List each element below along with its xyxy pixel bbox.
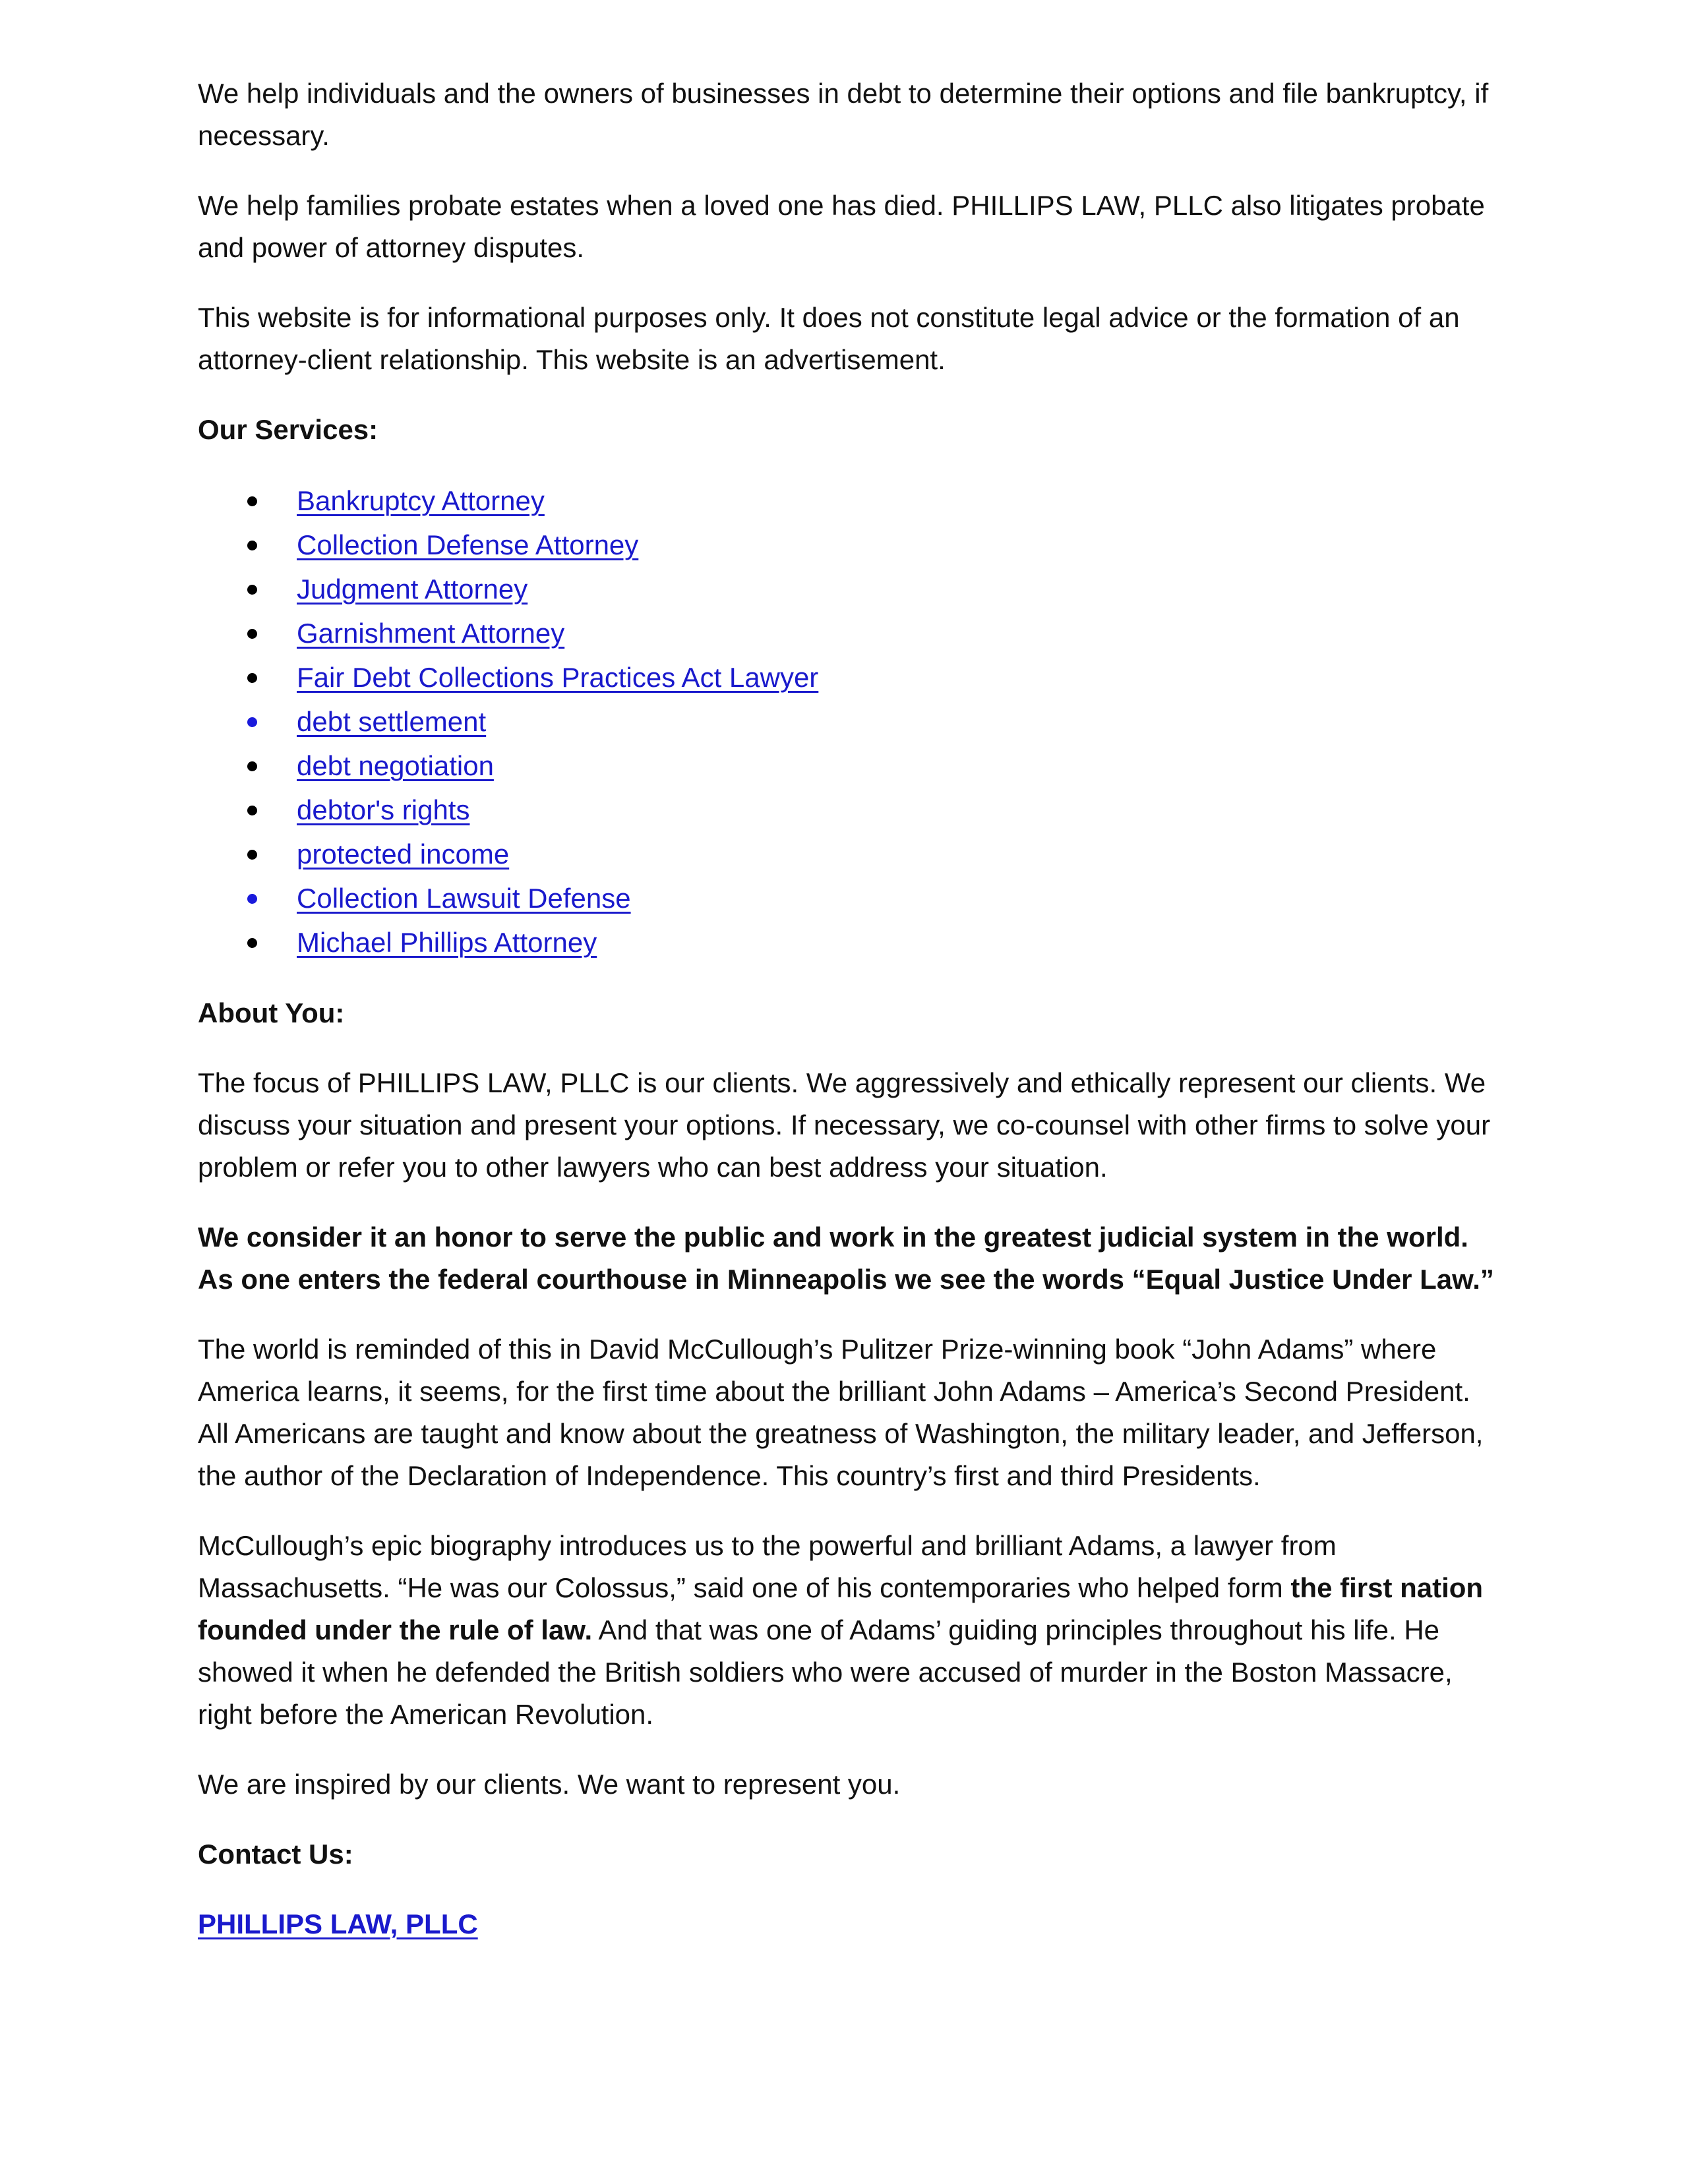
list-item xyxy=(198,832,1503,876)
bullet-icon xyxy=(247,496,257,506)
about-paragraph-john-adams: The world is reminded of this in David McCullough’s Pulitzer Prize-winning book “John Adams” where America learns, it seems, for the first time about the brilliant John Adams – America’s Second President. All Americans are taught and know about the greatness of Washington, the military leader, and Jefferson, the author of the Declaration of Independence. This country’s first and third Presidents. xyxy=(198,1334,1484,1491)
list-item xyxy=(198,920,1503,964)
list-item xyxy=(198,479,1503,523)
list-item xyxy=(198,567,1503,611)
list-item xyxy=(198,744,1503,788)
intro-paragraph-probate: We help families probate estates when a loved one has died. PHILLIPS LAW, PLLC also litigates probate and power of attorney disputes. xyxy=(198,190,1485,263)
about-paragraph-mccullough-part1: McCullough’s epic biography introduces us to the powerful and brilliant Adams, a lawyer from Massachusetts. “He was our Colossus,” said one of his contemporaries who helped form xyxy=(198,1530,1337,1603)
service-link-fdcpa-lawyer[interactable]: Fair Debt Collections Practices Act Lawyer xyxy=(297,662,819,693)
service-link-protected-income[interactable]: protected income xyxy=(297,839,510,870)
about-heading: About You: xyxy=(198,997,345,1028)
service-link-garnishment-attorney[interactable]: Garnishment Attorney xyxy=(297,618,565,649)
intro-paragraph-disclaimer: This website is for informational purposes only. It does not constitute legal advice or the formation of an attorney-client relationship. This website is an advertisement. xyxy=(198,302,1460,375)
bullet-icon xyxy=(247,761,257,771)
services-list xyxy=(198,479,1503,964)
list-item xyxy=(198,699,1503,744)
list-item xyxy=(198,523,1503,567)
document-page xyxy=(198,73,1503,1973)
bullet-icon xyxy=(247,541,257,550)
about-paragraph-mccullough-part2: And that was one of Adams’ guiding principles throughout his life. He showed it when he defended the British soldiers who were accused of murder in the Boston Massacre, right before the American Revolution. xyxy=(198,1614,1453,1730)
bullet-icon xyxy=(247,629,257,639)
about-paragraph-honor: We consider it an honor to serve the public and work in the greatest judicial system in the world. As one enters the federal courthouse in Minneapolis we see the words “Equal Justice Under Law.” xyxy=(198,1222,1494,1295)
intro-paragraph-bankruptcy: We help individuals and the owners of businesses in debt to determine their options and file bankruptcy, if necessary. xyxy=(198,78,1489,151)
service-link-judgment-attorney[interactable]: Judgment Attorney xyxy=(297,574,528,605)
bullet-icon xyxy=(247,673,257,683)
service-link-debt-settlement[interactable]: debt settlement xyxy=(297,706,487,737)
contact-heading: Contact Us: xyxy=(198,1839,353,1870)
list-item xyxy=(198,655,1503,699)
list-item xyxy=(198,876,1503,920)
service-link-michael-phillips-attorney[interactable]: Michael Phillips Attorney xyxy=(297,927,597,958)
about-paragraph-mccullough xyxy=(198,1525,1503,1736)
contact-line xyxy=(198,1903,1503,1945)
about-paragraph-focus: The focus of PHILLIPS LAW, PLLC is our clients. We aggressively and ethically represent our clients. We discuss your situation and present your options. If necessary, we co-counsel with other firms to solve your problem or refer you to other lawyers who can best address your situation. xyxy=(198,1067,1491,1183)
service-link-bankruptcy-attorney[interactable]: Bankruptcy Attorney xyxy=(297,485,545,516)
bullet-icon xyxy=(247,717,257,727)
service-link-debtors-rights[interactable]: debtor's rights xyxy=(297,794,470,825)
service-link-collection-defense-attorney[interactable]: Collection Defense Attorney xyxy=(297,529,639,560)
bullet-icon xyxy=(247,585,257,595)
about-paragraph-mccullough-bold: the first nation founded under the rule of law. xyxy=(198,1572,1484,1645)
bullet-icon xyxy=(247,850,257,860)
services-heading: Our Services: xyxy=(198,414,378,445)
service-link-collection-lawsuit-defense[interactable]: Collection Lawsuit Defense xyxy=(297,883,631,914)
contact-link-phillips-law[interactable]: PHILLIPS LAW, PLLC xyxy=(198,1908,478,1939)
bullet-icon xyxy=(247,938,257,948)
list-item xyxy=(198,788,1503,832)
service-link-debt-negotiation[interactable]: debt negotiation xyxy=(297,750,494,781)
bullet-icon xyxy=(247,806,257,815)
about-paragraph-inspired: We are inspired by our clients. We want to represent you. xyxy=(198,1769,901,1800)
bullet-icon xyxy=(247,894,257,904)
list-item xyxy=(198,611,1503,655)
